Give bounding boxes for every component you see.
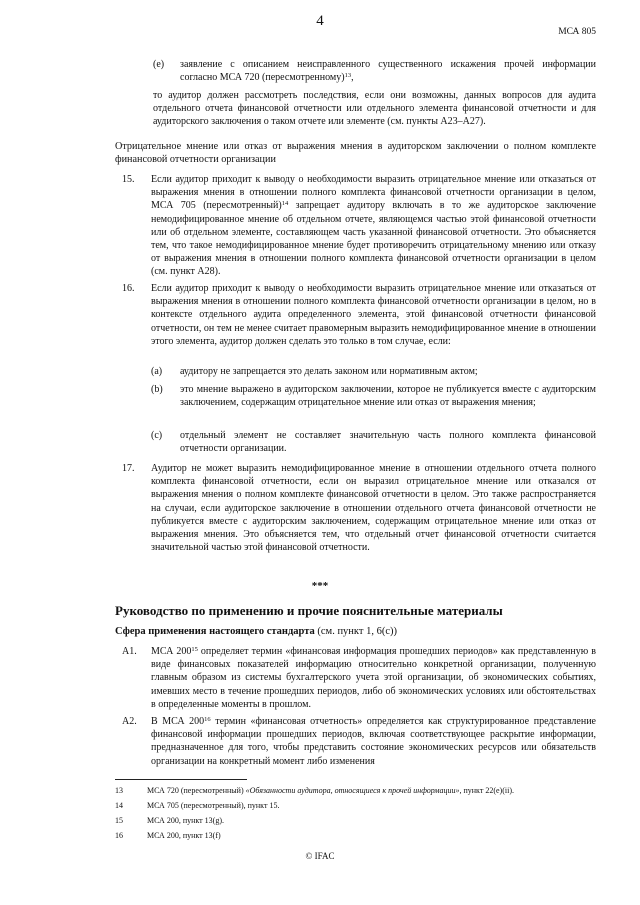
footnote-ref-14[interactable]: 14 [281, 200, 289, 208]
item-c-label: (c) [151, 430, 163, 441]
scope-reference: (см. пункт 1, 6(c)) [314, 626, 398, 637]
paragraph-a1-number: A1. [122, 646, 137, 657]
item-a-label: (a) [151, 366, 163, 377]
footnote-ref-15[interactable]: 15 [191, 646, 198, 653]
paragraph-15-number: 15. [122, 174, 135, 185]
header-reference: МСА 805 [558, 27, 596, 37]
item-e-label: (e) [153, 59, 165, 70]
item-a-text: аудитору не запрещается это делать законом или нормативным актом; [180, 366, 478, 377]
footnote-divider [115, 779, 247, 780]
paragraph-a2: В МСА $200^{16}$ термин «финансовая отчетность» определяется как структурированное представление финансовой информации прошедших периодов, включая соответствующее раскрытие информации, предназначенное для того, чтобы представить состояние экономических ресурсов или обязательств организации на конкретный момент либо изменения [151, 716, 596, 767]
footnote-15-number: 15 [115, 816, 123, 825]
paragraph-16-number: 16. [122, 283, 135, 294]
footnote-16-number: 16 [115, 831, 123, 840]
footnote-15: МСА 200, пункт 13(g). [147, 816, 224, 825]
paragraph-17: Аудитор не может выразить немодифицированное мнение в отношении отдельного отчета полного комплекта финансовой отчетности, если он выразил отрицательное мнение или отказался от выражения мнения о полном комплекте финансовой отчетности в целом. Это также распространяется на случаи, если аудиторское заключение в отношении отдельного отчета финансовой отчетности не публикуется вместе с аудиторским заключением, содержащим отрицательное мнение или отказ от выражения мнения. Это объясняется тем, что отдельный отчет финансовой отчетности считается значительной частью этой финансовой отчетности. [151, 463, 596, 554]
paragraph-a2-number: A2. [122, 716, 137, 727]
section-separator: *** [311, 580, 329, 592]
footnote-ref-13[interactable]: 13 [344, 72, 352, 80]
closing-paragraph: то аудитор должен рассмотреть последствия, если они возможны, данных вопросов для аудита отдельного отчета финансовой отчетности или отдельного элемента финансовой отчетности и для аудиторского заключения о таком отчете или элементе (см. пункты A23–A27). [153, 90, 596, 128]
subheading-adverse-opinion: Отрицательное мнение или отказ от выражения мнения в аудиторском заключении о полном комплекте финансовой отчетности организации [115, 141, 596, 166]
footnote-13: МСА 720 (пересмотренный) «Обязанности аудитора, относящиеся к прочей информации», пункт 22(e)(ii). [147, 786, 514, 795]
paragraph-15: Если аудитор приходит к выводу о необходимости выразить отрицательное мнение или отказаться от выражения мнения в отношении полного комплекта финансовой отчетности организации в целом, МСА 705 (пересмотренный)$^{14}$ запрещает аудитору включать в то же аудиторское заключение немодифицированное мнение об отдельном отчете, являющемся частью этой финансовой отчетности или об отдельном элементе, составляющем часть указанной финансовой отчетности. Это объясняется тем, что такое немодифицированное мнение будет противоречить отрицательному мнению или отказу от выражения мнения в отношении полного комплекта финансовой отчетности организации в целом (см. пункт A28). [151, 174, 596, 278]
footnote-ref-16[interactable]: 16 [204, 716, 211, 723]
footnote-16: МСА 200, пункт 13(f) [147, 831, 221, 840]
item-b-label: (b) [151, 384, 163, 395]
paragraph-17-number: 17. [122, 463, 135, 474]
paragraph-a1: МСА $200^{15}$ определяет термин «финансовая информация прошедших периодов» как представленную в виде финансовых показателей информацию относительно конкретной организации, полученную главным образом из системы бухгалтерского учета этой организации, об экономических событиях, имевших место в течение прошедших периодов, либо об экономических условиях или обстоятельствах в определенные моменты в прошлом. [151, 646, 596, 710]
item-b-text: это мнение выражено в аудиторском заключении, которое не публикуется вместе с аудиторским заключением, содержащим отрицательное мнение или отказ от выражения мнения; [180, 384, 596, 409]
scope-heading: Сфера применения настоящего стандарта (см. пункт 1, 6(c)) [115, 626, 398, 637]
paragraph-16: Если аудитор приходит к выводу о необходимости выразить отрицательное мнение или отказаться от выражения мнения в отношении полного комплекта финансовой отчетности организации в целом, но в контексте отдельного аудита определенного элемента, этой финансовой отчетности финансовой отчетности, он тем не менее считает правомерным выразить немодифицированное мнение в отношении этого элемента, аудитор должен сделать это только в том случае, если: [151, 283, 596, 347]
footer-copyright: © IFAC [305, 851, 335, 861]
page-number: 4 [316, 13, 324, 29]
guidance-heading: Руководство по применению и прочие пояснительные материалы [115, 603, 503, 618]
item-e-text: заявление с описанием неисправленного существенного искажения прочей информации согласно МСА 720 (пересмотренному)$^{13}$, [180, 59, 596, 84]
footnote-14: МСА 705 (пересмотренный), пункт 15. [147, 801, 280, 810]
item-c-text: отдельный элемент не составляет значительную часть полного комплекта финансовой отчетности организации. [180, 430, 596, 455]
footnote-13-number: 13 [115, 786, 123, 795]
footnote-14-number: 14 [115, 801, 123, 810]
